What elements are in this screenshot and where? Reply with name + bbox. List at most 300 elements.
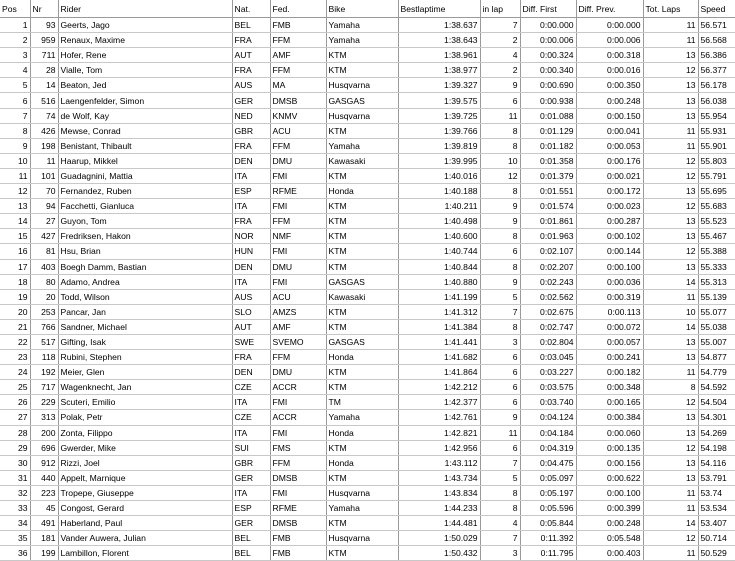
cell-bestlaptime: 1:42.377 xyxy=(398,395,480,410)
cell-diff-prev: 0:00.135 xyxy=(576,440,643,455)
cell-fed: KNMV xyxy=(270,108,326,123)
cell-nat: FRA xyxy=(232,63,270,78)
cell-nr: 93 xyxy=(30,18,58,33)
cell-nat: ESP xyxy=(232,501,270,516)
cell-diff-first: 0:01.574 xyxy=(520,199,576,214)
cell-nr: 74 xyxy=(30,108,58,123)
cell-nat: GER xyxy=(232,470,270,485)
cell-in-lap: 5 xyxy=(480,470,520,485)
cell-fed: FFM xyxy=(270,350,326,365)
cell-fed: RFME xyxy=(270,184,326,199)
cell-tot-laps: 11 xyxy=(643,365,698,380)
cell-speed: 56.568 xyxy=(698,33,735,48)
cell-bike: GASGAS xyxy=(326,334,398,349)
table-row xyxy=(0,350,735,365)
header-tot-laps: Tot. Laps xyxy=(643,0,698,18)
cell-rider: Tropepe, Giuseppe xyxy=(58,485,232,500)
cell-speed: 54.198 xyxy=(698,440,735,455)
cell-diff-first: 0:00.006 xyxy=(520,33,576,48)
cell-pos: 1 xyxy=(0,18,30,33)
cell-bestlaptime: 1:39.575 xyxy=(398,93,480,108)
cell-rider: Todd, Wilson xyxy=(58,289,232,304)
cell-speed: 53.534 xyxy=(698,501,735,516)
cell-rider: Haarup, Mikkel xyxy=(58,153,232,168)
cell-rider: Gwerder, Mike xyxy=(58,440,232,455)
cell-diff-prev: 0:00.384 xyxy=(576,410,643,425)
cell-bike: Honda xyxy=(326,184,398,199)
cell-rider: Pancar, Jan xyxy=(58,304,232,319)
cell-nat: DEN xyxy=(232,259,270,274)
cell-tot-laps: 13 xyxy=(643,425,698,440)
cell-nat: BEL xyxy=(232,531,270,546)
table-row xyxy=(0,516,735,531)
cell-nr: 491 xyxy=(30,516,58,531)
cell-pos: 20 xyxy=(0,304,30,319)
cell-nr: 313 xyxy=(30,410,58,425)
table-row xyxy=(0,410,735,425)
cell-in-lap: 2 xyxy=(480,33,520,48)
cell-nr: 20 xyxy=(30,289,58,304)
cell-rider: Facchetti, Gianluca xyxy=(58,199,232,214)
cell-rider: Beaton, Jed xyxy=(58,78,232,93)
table-row xyxy=(0,78,735,93)
table-row xyxy=(0,138,735,153)
cell-fed: FMI xyxy=(270,199,326,214)
cell-bestlaptime: 1:42.956 xyxy=(398,440,480,455)
cell-diff-first: 0:00.938 xyxy=(520,93,576,108)
cell-bestlaptime: 1:40.211 xyxy=(398,199,480,214)
cell-diff-prev: 0:00.319 xyxy=(576,289,643,304)
cell-nr: 403 xyxy=(30,259,58,274)
cell-pos: 10 xyxy=(0,153,30,168)
cell-bike: KTM xyxy=(326,380,398,395)
cell-speed: 55.803 xyxy=(698,153,735,168)
cell-tot-laps: 13 xyxy=(643,350,698,365)
cell-bestlaptime: 1:39.725 xyxy=(398,108,480,123)
cell-in-lap: 10 xyxy=(480,153,520,168)
cell-nat: ESP xyxy=(232,184,270,199)
cell-fed: FFM xyxy=(270,214,326,229)
table-row xyxy=(0,531,735,546)
table-row xyxy=(0,485,735,500)
cell-diff-first: 0:02.747 xyxy=(520,319,576,334)
cell-diff-prev: 0:00.156 xyxy=(576,455,643,470)
cell-rider: Sandner, Michael xyxy=(58,319,232,334)
cell-nat: GBR xyxy=(232,123,270,138)
cell-fed: FFM xyxy=(270,455,326,470)
cell-fed: FMI xyxy=(270,425,326,440)
cell-speed: 56.571 xyxy=(698,18,735,33)
cell-pos: 13 xyxy=(0,199,30,214)
cell-diff-first: 0:01.963 xyxy=(520,229,576,244)
cell-pos: 27 xyxy=(0,410,30,425)
table-row xyxy=(0,18,735,33)
cell-rider: Lambillon, Florent xyxy=(58,546,232,561)
table-row xyxy=(0,153,735,168)
cell-in-lap: 8 xyxy=(480,184,520,199)
cell-rider: de Wolf, Kay xyxy=(58,108,232,123)
cell-diff-first: 0:00.324 xyxy=(520,48,576,63)
cell-nat: BEL xyxy=(232,546,270,561)
cell-nat: DEN xyxy=(232,153,270,168)
cell-bike: KTM xyxy=(326,123,398,138)
table-row xyxy=(0,289,735,304)
cell-bestlaptime: 1:43.734 xyxy=(398,470,480,485)
cell-in-lap: 6 xyxy=(480,440,520,455)
cell-in-lap: 7 xyxy=(480,304,520,319)
cell-tot-laps: 13 xyxy=(643,184,698,199)
cell-bestlaptime: 1:41.199 xyxy=(398,289,480,304)
cell-nat: AUT xyxy=(232,48,270,63)
cell-nat: ITA xyxy=(232,168,270,183)
table-row xyxy=(0,199,735,214)
cell-nr: 181 xyxy=(30,531,58,546)
cell-rider: Rizzi, Joel xyxy=(58,455,232,470)
cell-bike: KTM xyxy=(326,470,398,485)
cell-fed: AMZS xyxy=(270,304,326,319)
cell-nat: FRA xyxy=(232,33,270,48)
cell-speed: 50.529 xyxy=(698,546,735,561)
cell-in-lap: 11 xyxy=(480,108,520,123)
cell-bike: Husqvarna xyxy=(326,485,398,500)
cell-pos: 23 xyxy=(0,350,30,365)
cell-rider: Hsu, Brian xyxy=(58,244,232,259)
cell-speed: 55.954 xyxy=(698,108,735,123)
table-row xyxy=(0,365,735,380)
cell-pos: 12 xyxy=(0,184,30,199)
cell-fed: ACU xyxy=(270,123,326,138)
cell-pos: 29 xyxy=(0,440,30,455)
cell-nr: 101 xyxy=(30,168,58,183)
cell-nr: 192 xyxy=(30,365,58,380)
cell-diff-first: 0:11.795 xyxy=(520,546,576,561)
cell-pos: 31 xyxy=(0,470,30,485)
cell-bike: KTM xyxy=(326,48,398,63)
cell-fed: FMI xyxy=(270,395,326,410)
cell-pos: 8 xyxy=(0,123,30,138)
cell-rider: Geerts, Jago xyxy=(58,18,232,33)
cell-diff-first: 0:03.227 xyxy=(520,365,576,380)
cell-fed: DMSB xyxy=(270,470,326,485)
cell-in-lap: 3 xyxy=(480,546,520,561)
cell-bestlaptime: 1:38.961 xyxy=(398,48,480,63)
cell-bike: Husqvarna xyxy=(326,78,398,93)
cell-pos: 33 xyxy=(0,501,30,516)
cell-speed: 55.313 xyxy=(698,274,735,289)
table-row xyxy=(0,184,735,199)
cell-bike: Kawasaki xyxy=(326,289,398,304)
cell-diff-first: 0:00.340 xyxy=(520,63,576,78)
cell-nat: ITA xyxy=(232,425,270,440)
cell-nat: AUS xyxy=(232,78,270,93)
table-row xyxy=(0,470,735,485)
cell-tot-laps: 14 xyxy=(643,516,698,531)
cell-rider: Appelt, Marnique xyxy=(58,470,232,485)
cell-in-lap: 6 xyxy=(480,395,520,410)
cell-nr: 696 xyxy=(30,440,58,455)
cell-nr: 440 xyxy=(30,470,58,485)
cell-nat: FRA xyxy=(232,138,270,153)
cell-diff-prev: 0:00.053 xyxy=(576,138,643,153)
header-in-lap: in lap xyxy=(480,0,520,18)
cell-bike: KTM xyxy=(326,319,398,334)
cell-nr: 28 xyxy=(30,63,58,78)
header-diff-first: Diff. First xyxy=(520,0,576,18)
cell-rider: Guadagnini, Mattia xyxy=(58,168,232,183)
cell-speed: 55.791 xyxy=(698,168,735,183)
cell-diff-first: 0:03.740 xyxy=(520,395,576,410)
cell-rider: Fernandez, Ruben xyxy=(58,184,232,199)
cell-rider: Zonta, Filippo xyxy=(58,425,232,440)
cell-tot-laps: 11 xyxy=(643,138,698,153)
cell-rider: Congost, Gerard xyxy=(58,501,232,516)
cell-rider: Haberland, Paul xyxy=(58,516,232,531)
cell-bestlaptime: 1:44.481 xyxy=(398,516,480,531)
cell-pos: 2 xyxy=(0,33,30,48)
cell-pos: 15 xyxy=(0,229,30,244)
cell-bestlaptime: 1:41.682 xyxy=(398,350,480,365)
cell-speed: 56.386 xyxy=(698,48,735,63)
cell-in-lap: 9 xyxy=(480,214,520,229)
cell-fed: FFM xyxy=(270,33,326,48)
cell-pos: 36 xyxy=(0,546,30,561)
cell-bike: Husqvarna xyxy=(326,531,398,546)
cell-bike: Honda xyxy=(326,455,398,470)
cell-fed: FMB xyxy=(270,18,326,33)
cell-diff-first: 0:03.045 xyxy=(520,350,576,365)
cell-tot-laps: 13 xyxy=(643,93,698,108)
cell-bestlaptime: 1:40.600 xyxy=(398,229,480,244)
cell-nr: 517 xyxy=(30,334,58,349)
cell-bike: Yamaha xyxy=(326,410,398,425)
cell-diff-prev: 0:00.072 xyxy=(576,319,643,334)
table-row xyxy=(0,93,735,108)
cell-fed: FMB xyxy=(270,546,326,561)
table-row xyxy=(0,48,735,63)
cell-bestlaptime: 1:38.977 xyxy=(398,63,480,78)
cell-speed: 55.931 xyxy=(698,123,735,138)
cell-in-lap: 7 xyxy=(480,455,520,470)
cell-tot-laps: 12 xyxy=(643,531,698,546)
cell-diff-prev: 0:00.248 xyxy=(576,516,643,531)
cell-pos: 5 xyxy=(0,78,30,93)
table-row xyxy=(0,123,735,138)
cell-nat: NOR xyxy=(232,229,270,244)
cell-nat: ITA xyxy=(232,395,270,410)
cell-in-lap: 6 xyxy=(480,365,520,380)
cell-tot-laps: 11 xyxy=(643,546,698,561)
cell-tot-laps: 13 xyxy=(643,108,698,123)
cell-in-lap: 8 xyxy=(480,485,520,500)
cell-tot-laps: 13 xyxy=(643,229,698,244)
cell-pos: 3 xyxy=(0,48,30,63)
cell-rider: Wagenknecht, Jan xyxy=(58,380,232,395)
cell-bike: KTM xyxy=(326,168,398,183)
cell-diff-first: 0:00.690 xyxy=(520,78,576,93)
cell-nat: AUT xyxy=(232,319,270,334)
cell-nr: 199 xyxy=(30,546,58,561)
cell-nr: 516 xyxy=(30,93,58,108)
cell-bestlaptime: 1:44.233 xyxy=(398,501,480,516)
cell-nr: 14 xyxy=(30,78,58,93)
cell-diff-first: 0:02.107 xyxy=(520,244,576,259)
cell-nr: 229 xyxy=(30,395,58,410)
cell-in-lap: 6 xyxy=(480,244,520,259)
cell-bestlaptime: 1:40.880 xyxy=(398,274,480,289)
cell-speed: 55.901 xyxy=(698,138,735,153)
table-row xyxy=(0,244,735,259)
cell-in-lap: 4 xyxy=(480,516,520,531)
cell-rider: Mewse, Conrad xyxy=(58,123,232,138)
cell-pos: 17 xyxy=(0,259,30,274)
cell-fed: ACCR xyxy=(270,410,326,425)
cell-pos: 22 xyxy=(0,334,30,349)
cell-speed: 50.714 xyxy=(698,531,735,546)
cell-speed: 56.038 xyxy=(698,93,735,108)
cell-diff-first: 0:01.861 xyxy=(520,214,576,229)
cell-speed: 55.333 xyxy=(698,259,735,274)
cell-speed: 55.007 xyxy=(698,334,735,349)
cell-bestlaptime: 1:42.212 xyxy=(398,380,480,395)
cell-bike: KTM xyxy=(326,214,398,229)
cell-bestlaptime: 1:43.834 xyxy=(398,485,480,500)
cell-speed: 54.301 xyxy=(698,410,735,425)
cell-tot-laps: 13 xyxy=(643,48,698,63)
table-row xyxy=(0,546,735,561)
cell-in-lap: 9 xyxy=(480,410,520,425)
cell-diff-prev: 0:00.172 xyxy=(576,184,643,199)
cell-speed: 55.683 xyxy=(698,199,735,214)
cell-in-lap: 9 xyxy=(480,78,520,93)
cell-speed: 55.388 xyxy=(698,244,735,259)
cell-bestlaptime: 1:40.844 xyxy=(398,259,480,274)
cell-nr: 912 xyxy=(30,455,58,470)
cell-tot-laps: 11 xyxy=(643,485,698,500)
cell-in-lap: 4 xyxy=(480,48,520,63)
cell-fed: DMSB xyxy=(270,516,326,531)
cell-diff-prev: 0:00.016 xyxy=(576,63,643,78)
cell-pos: 19 xyxy=(0,289,30,304)
header-pos: Pos xyxy=(0,0,30,18)
cell-speed: 56.377 xyxy=(698,63,735,78)
table-row xyxy=(0,33,735,48)
cell-diff-prev: 0:00.060 xyxy=(576,425,643,440)
cell-diff-first: 0:04.124 xyxy=(520,410,576,425)
cell-nr: 223 xyxy=(30,485,58,500)
cell-tot-laps: 13 xyxy=(643,259,698,274)
cell-in-lap: 6 xyxy=(480,350,520,365)
cell-bike: KTM xyxy=(326,546,398,561)
header-diff-prev: Diff. Prev. xyxy=(576,0,643,18)
cell-nr: 70 xyxy=(30,184,58,199)
table-row xyxy=(0,304,735,319)
cell-in-lap: 8 xyxy=(480,123,520,138)
table-row xyxy=(0,501,735,516)
cell-nr: 711 xyxy=(30,48,58,63)
cell-nat: FRA xyxy=(232,214,270,229)
cell-nr: 11 xyxy=(30,153,58,168)
cell-fed: MA xyxy=(270,78,326,93)
cell-nr: 426 xyxy=(30,123,58,138)
cell-diff-prev: 0:00.006 xyxy=(576,33,643,48)
table-row xyxy=(0,334,735,349)
cell-diff-first: 0:02.804 xyxy=(520,334,576,349)
cell-fed: FFM xyxy=(270,138,326,153)
cell-speed: 55.139 xyxy=(698,289,735,304)
cell-pos: 21 xyxy=(0,319,30,334)
cell-tot-laps: 11 xyxy=(643,18,698,33)
cell-fed: FMI xyxy=(270,244,326,259)
cell-nat: CZE xyxy=(232,380,270,395)
cell-diff-first: 0:04.475 xyxy=(520,455,576,470)
cell-tot-laps: 14 xyxy=(643,319,698,334)
cell-bike: Yamaha xyxy=(326,138,398,153)
cell-nr: 427 xyxy=(30,229,58,244)
cell-in-lap: 8 xyxy=(480,259,520,274)
cell-diff-first: 0:11.392 xyxy=(520,531,576,546)
cell-diff-prev: 0:00.248 xyxy=(576,93,643,108)
cell-tot-laps: 12 xyxy=(643,63,698,78)
table-row xyxy=(0,63,735,78)
cell-diff-prev: 0:00.318 xyxy=(576,48,643,63)
cell-nr: 198 xyxy=(30,138,58,153)
cell-diff-prev: 0:00.057 xyxy=(576,334,643,349)
cell-bestlaptime: 1:38.643 xyxy=(398,33,480,48)
cell-nat: SLO xyxy=(232,304,270,319)
cell-diff-first: 0:00.000 xyxy=(520,18,576,33)
cell-tot-laps: 13 xyxy=(643,78,698,93)
cell-diff-first: 0:02.562 xyxy=(520,289,576,304)
cell-nat: ITA xyxy=(232,199,270,214)
table-row xyxy=(0,455,735,470)
cell-diff-prev: 0:00.102 xyxy=(576,229,643,244)
cell-in-lap: 8 xyxy=(480,138,520,153)
cell-bestlaptime: 1:50.029 xyxy=(398,531,480,546)
cell-rider: Gifting, Isak xyxy=(58,334,232,349)
cell-diff-prev: 0:00.036 xyxy=(576,274,643,289)
cell-speed: 55.695 xyxy=(698,184,735,199)
cell-rider: Benistant, Thibault xyxy=(58,138,232,153)
cell-diff-prev: 0:00.165 xyxy=(576,395,643,410)
cell-bestlaptime: 1:41.441 xyxy=(398,334,480,349)
cell-diff-prev: 0:00.403 xyxy=(576,546,643,561)
cell-speed: 56.178 xyxy=(698,78,735,93)
cell-diff-prev: 0:00.348 xyxy=(576,380,643,395)
cell-fed: FMB xyxy=(270,531,326,546)
cell-diff-first: 0:04.184 xyxy=(520,425,576,440)
cell-nat: AUS xyxy=(232,289,270,304)
cell-diff-prev: 0:00.100 xyxy=(576,259,643,274)
cell-pos: 25 xyxy=(0,380,30,395)
cell-bike: Kawasaki xyxy=(326,153,398,168)
cell-bestlaptime: 1:43.112 xyxy=(398,455,480,470)
cell-pos: 28 xyxy=(0,425,30,440)
cell-speed: 53.791 xyxy=(698,470,735,485)
cell-nr: 45 xyxy=(30,501,58,516)
cell-bestlaptime: 1:39.819 xyxy=(398,138,480,153)
cell-fed: FMI xyxy=(270,168,326,183)
cell-in-lap: 7 xyxy=(480,531,520,546)
cell-bike: KTM xyxy=(326,244,398,259)
cell-rider: Hofer, Rene xyxy=(58,48,232,63)
cell-diff-first: 0:05.197 xyxy=(520,485,576,500)
cell-nr: 200 xyxy=(30,425,58,440)
cell-nat: BEL xyxy=(232,18,270,33)
cell-rider: Renaux, Maxime xyxy=(58,33,232,48)
cell-in-lap: 2 xyxy=(480,63,520,78)
cell-bike: GASGAS xyxy=(326,274,398,289)
cell-diff-prev: 0:00.023 xyxy=(576,199,643,214)
